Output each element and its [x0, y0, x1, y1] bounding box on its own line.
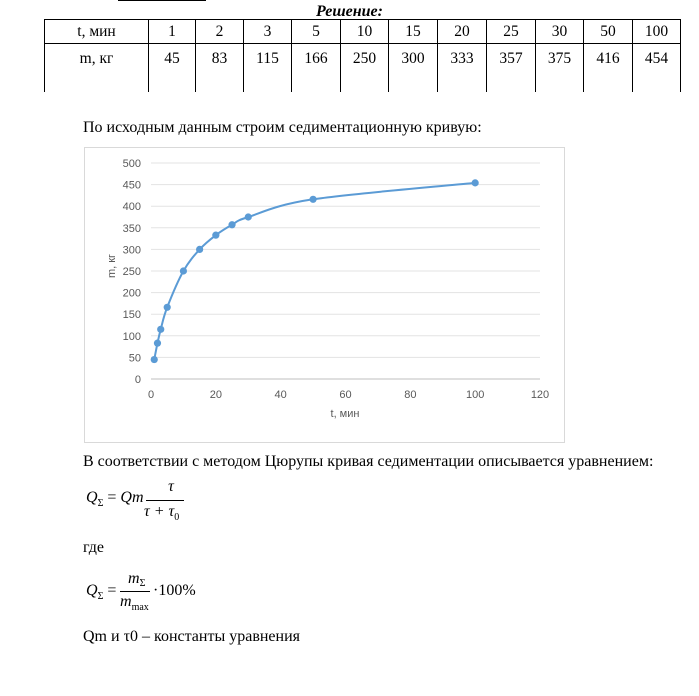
x-axis-label: t, мин [330, 408, 360, 420]
table-cell-t: 15 [389, 20, 438, 44]
y-axis-label: m, кг [106, 253, 118, 279]
table-cell-m: 250 [341, 44, 389, 93]
eq1-den-sub: 0 [174, 512, 180, 523]
data-point [472, 179, 479, 186]
sedimentation-chart [84, 147, 565, 443]
table-cell-m: 375 [536, 44, 584, 93]
table-cell-m: 166 [292, 44, 341, 93]
data-point [164, 304, 171, 311]
table-row [45, 44, 681, 93]
solution-heading: Решение: [316, 3, 383, 20]
table-cell-m: 333 [438, 44, 487, 93]
eq2-equals: = [107, 582, 117, 599]
where-text: где [83, 539, 105, 556]
eq2-num-sub: Σ [139, 578, 146, 589]
table-cell-m: 83 [196, 44, 244, 93]
chart-svg [85, 148, 564, 442]
constants-text: Qm и τ0 – константы уравнения [83, 628, 301, 645]
table-cell-t: 5 [292, 20, 341, 44]
x-tick-label: 120 [530, 389, 550, 401]
eq2-numerator [128, 570, 145, 588]
x-tick-label: 60 [339, 389, 352, 401]
eq1-numerator: τ [168, 478, 174, 495]
table-cell-t: 3 [244, 20, 292, 44]
y-tick-label: 50 [128, 352, 141, 365]
eq2-den-sub: max [131, 602, 149, 613]
x-tick-label: 20 [209, 389, 222, 401]
data-point [180, 267, 187, 274]
eq1-den-text: τ + τ [144, 503, 175, 520]
equation-ratio [86, 582, 116, 600]
eq2-denominator [120, 593, 149, 611]
x-tick-label: 100 [465, 389, 485, 401]
row-label-t: t, мин [45, 20, 149, 44]
eq1-lhs: Q [86, 489, 98, 506]
y-tick-label: 500 [122, 158, 141, 170]
table-cell-t: 20 [438, 20, 487, 44]
y-tick-label: 150 [122, 309, 141, 322]
eq1-equals: = [107, 489, 117, 506]
y-tick-label: 200 [122, 287, 141, 300]
y-tick-label: 350 [122, 222, 141, 235]
y-tick-label: 100 [122, 330, 141, 343]
table-cell-m: 45 [149, 44, 196, 93]
data-table [44, 19, 681, 92]
data-point [151, 356, 158, 363]
table-cell-m: 454 [633, 44, 681, 93]
method-text: В соответствии с методом Цюрупы кривая седиментации описывается уравнением: [83, 453, 654, 470]
y-tick-labels [123, 158, 141, 386]
y-tick-label: 0 [134, 374, 141, 386]
data-point [212, 232, 219, 239]
x-tick-labels [148, 389, 549, 401]
intro-text: По исходным данным строим седиментационную кривую: [83, 119, 482, 136]
table-cell-t: 30 [536, 20, 584, 44]
data-point [228, 221, 235, 228]
eq1-lhs-sub: Σ [97, 498, 104, 509]
x-tick-label: 80 [404, 389, 417, 401]
y-tick-label: 300 [122, 244, 141, 257]
top-rule [118, 0, 206, 1]
table-cell-m: 300 [389, 44, 438, 93]
y-tick-label: 250 [122, 266, 141, 278]
table-cell-t: 100 [633, 20, 681, 44]
eq1-fraction-bar [146, 500, 184, 501]
eq2-fraction-bar [120, 591, 150, 592]
table-cell-t: 2 [196, 20, 244, 44]
table-cell-m: 357 [487, 44, 536, 93]
eq2-tail: ·100% [153, 582, 196, 599]
table-cell-m: 416 [584, 44, 633, 93]
y-tick-label: 450 [122, 179, 141, 192]
data-point [196, 246, 203, 253]
table-row [45, 20, 681, 44]
data-point [245, 213, 252, 220]
x-tick-label: 40 [274, 389, 287, 401]
eq2-lhs: Q [86, 582, 98, 599]
eq2-lhs-sub: Σ [97, 591, 104, 602]
equation-qs [86, 489, 144, 507]
eq2-num-text: m [128, 570, 140, 587]
x-tick-label: 0 [147, 389, 155, 401]
table-cell-t: 50 [584, 20, 633, 44]
row-label-m: m, кг [45, 44, 149, 93]
table-cell-t: 25 [487, 20, 536, 44]
eq1-qm: Qm [120, 489, 144, 506]
y-tick-label: 400 [122, 201, 141, 214]
eq2-den-text: m [120, 593, 132, 610]
table-cell-m: 115 [244, 44, 292, 93]
data-point [154, 340, 161, 347]
data-point [157, 326, 164, 333]
table-cell-t: 1 [149, 20, 196, 44]
eq1-denominator [144, 503, 179, 521]
table-cell-t: 10 [341, 20, 389, 44]
data-point [309, 196, 316, 203]
